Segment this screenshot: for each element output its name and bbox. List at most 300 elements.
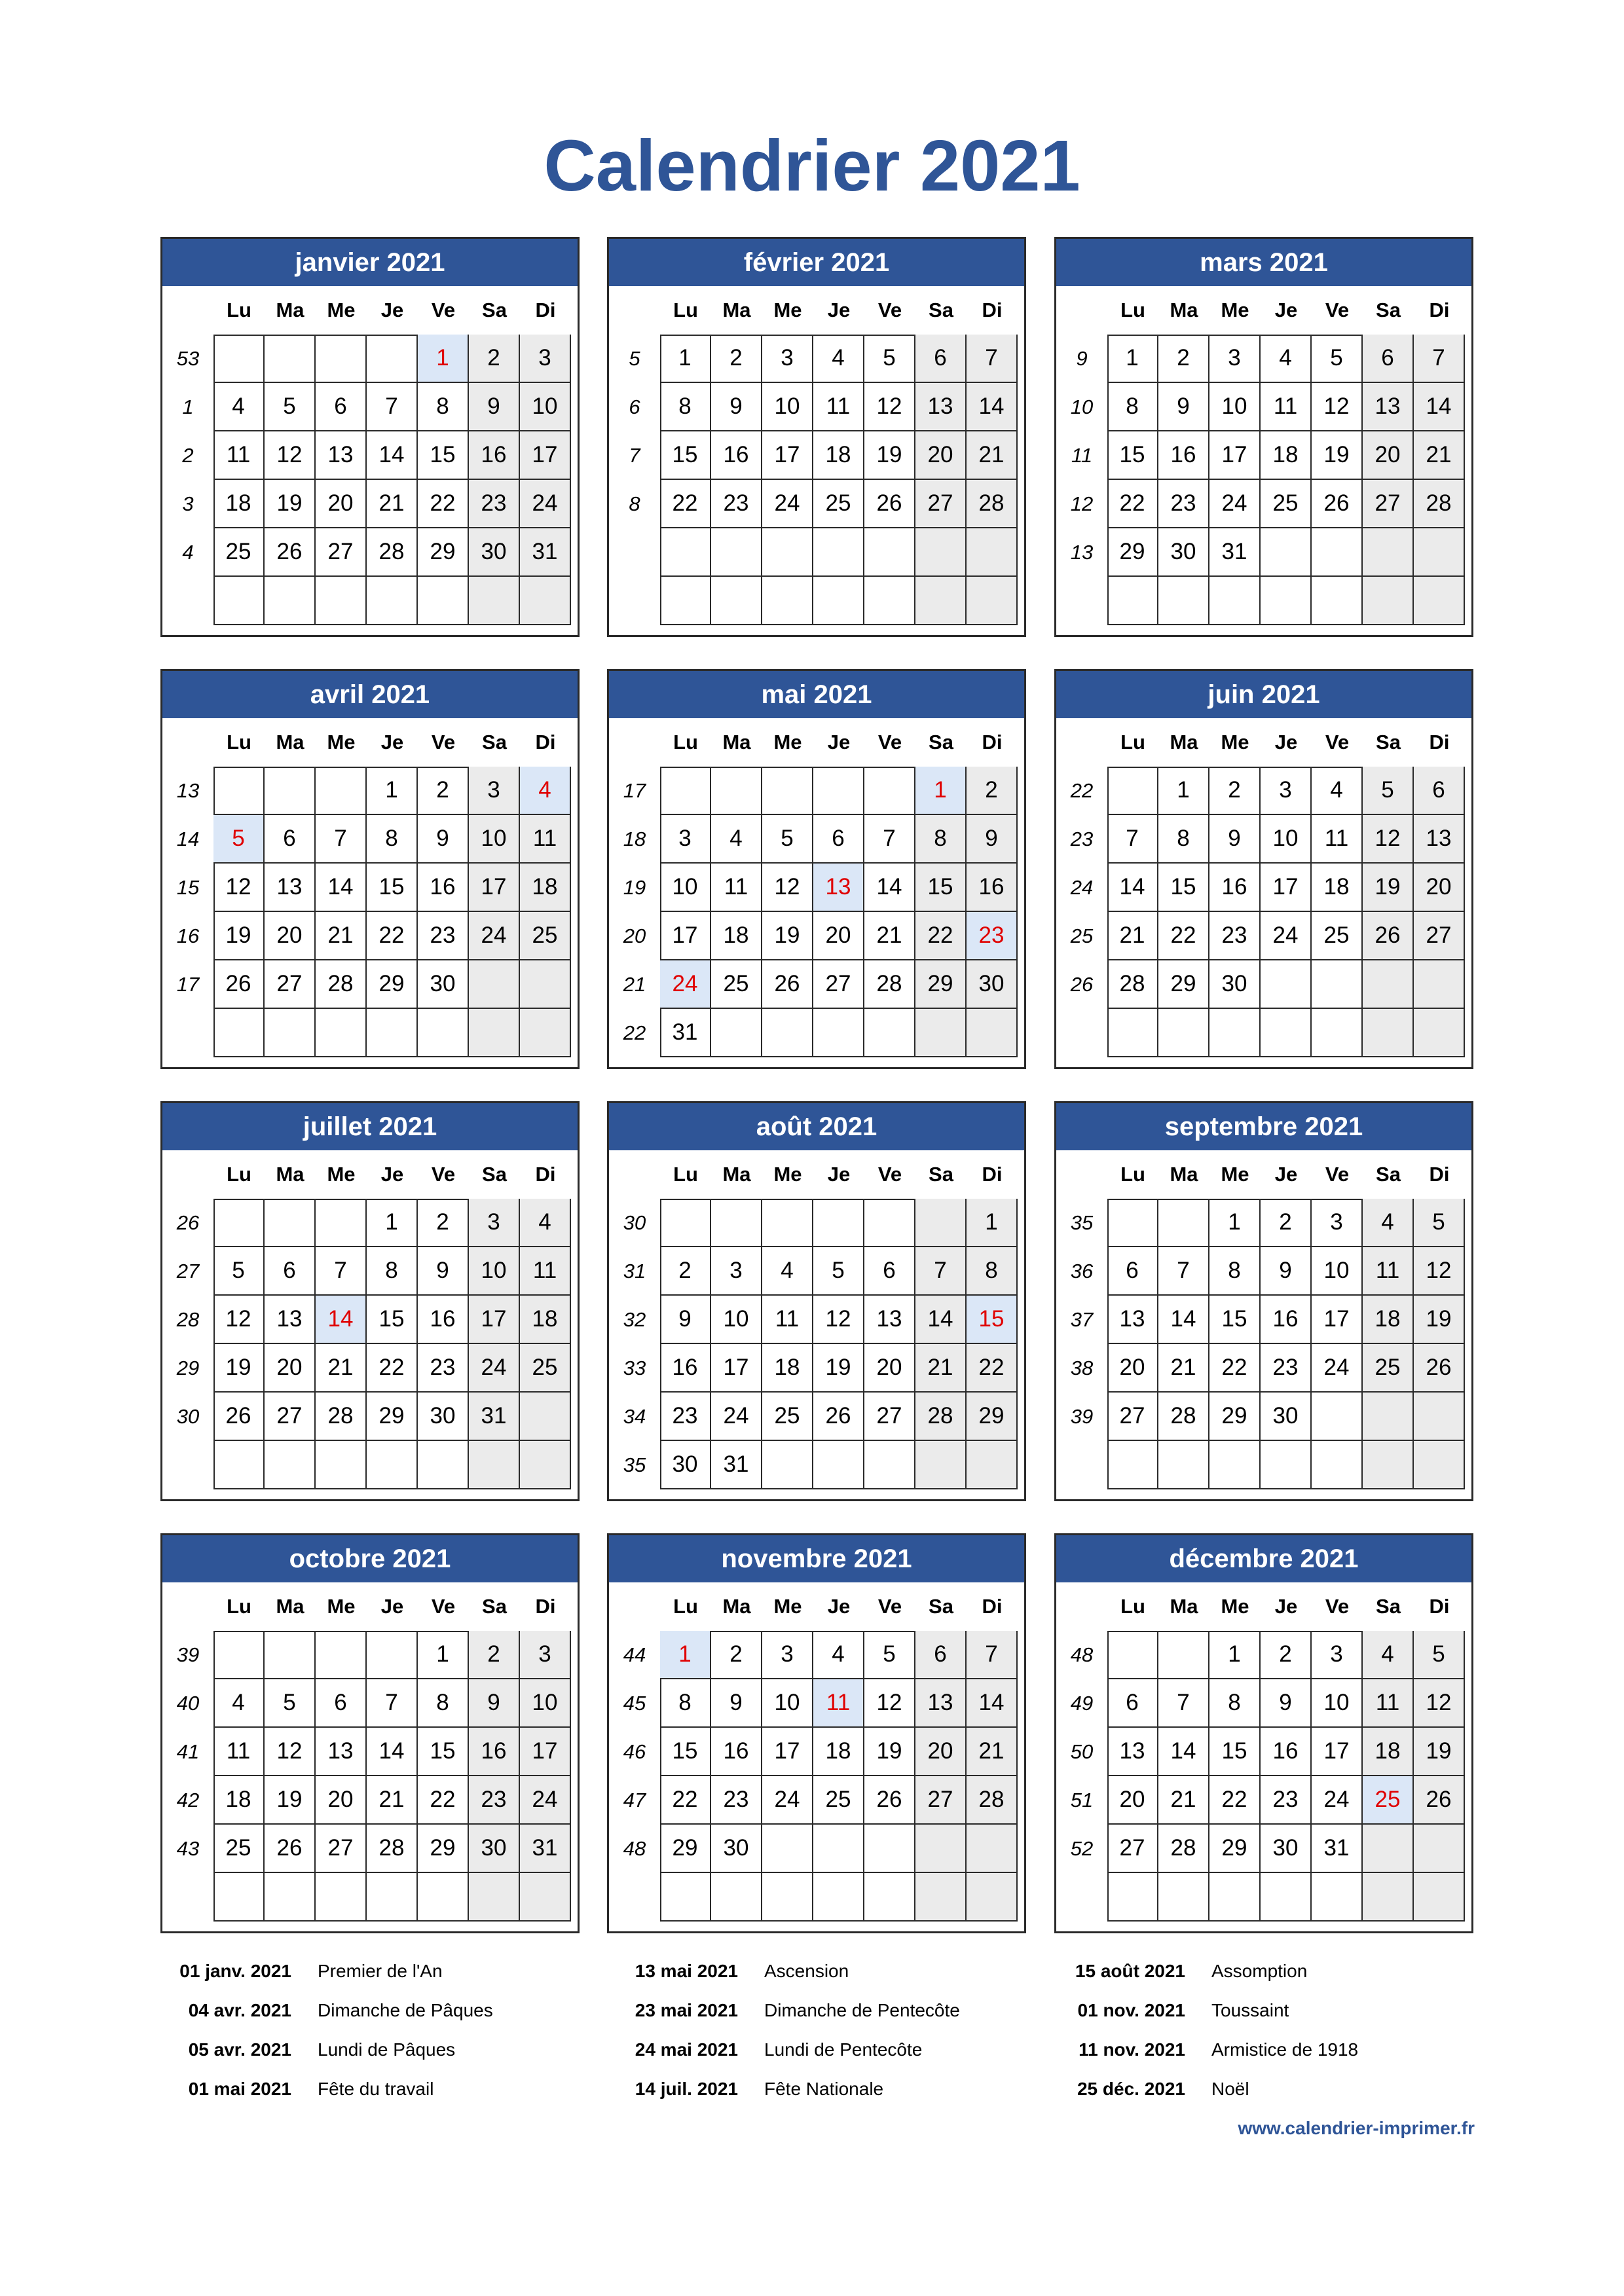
day-cell[interactable]: 24	[1312, 1344, 1363, 1393]
day-cell[interactable]: 9	[469, 383, 520, 431]
day-cell[interactable]: 7	[1414, 335, 1465, 383]
day-cell[interactable]: 29	[967, 1393, 1018, 1441]
day-cell[interactable]: 1	[367, 1199, 418, 1247]
day-cell[interactable]: 19	[864, 431, 915, 480]
day-cell[interactable]: 20	[1363, 431, 1414, 480]
day-cell[interactable]: 13	[1414, 815, 1465, 864]
day-cell[interactable]	[1107, 1873, 1158, 1922]
day-cell[interactable]	[711, 1009, 762, 1057]
day-cell[interactable]: 1	[1209, 1631, 1261, 1679]
day-cell[interactable]	[469, 960, 520, 1009]
day-cell[interactable]: 30	[469, 528, 520, 577]
day-cell[interactable]	[469, 577, 520, 625]
day-cell[interactable]: 9	[1209, 815, 1261, 864]
day-cell[interactable]: 4	[1363, 1631, 1414, 1679]
day-cell[interactable]: 30	[660, 1441, 711, 1489]
day-cell[interactable]: 26	[1363, 912, 1414, 960]
day-cell[interactable]: 17	[520, 431, 571, 480]
day-cell[interactable]: 16	[1261, 1296, 1312, 1344]
day-cell[interactable]: 10	[520, 1679, 571, 1728]
day-cell[interactable]: 19	[864, 1728, 915, 1776]
day-cell[interactable]: 13	[864, 1296, 915, 1344]
day-cell[interactable]: 4	[1261, 335, 1312, 383]
day-cell[interactable]: 5	[762, 815, 813, 864]
day-cell[interactable]: 15	[1158, 864, 1209, 912]
day-cell[interactable]: 2	[418, 767, 469, 815]
day-cell[interactable]: 28	[915, 1393, 967, 1441]
day-cell[interactable]: 4	[1363, 1199, 1414, 1247]
day-cell[interactable]	[265, 335, 316, 383]
day-cell[interactable]	[1363, 577, 1414, 625]
day-cell[interactable]: 14	[316, 1296, 367, 1344]
day-cell[interactable]: 4	[213, 383, 265, 431]
day-cell[interactable]: 18	[520, 864, 571, 912]
day-cell[interactable]: 5	[265, 383, 316, 431]
day-cell[interactable]: 4	[813, 1631, 864, 1679]
day-cell[interactable]: 7	[367, 383, 418, 431]
day-cell[interactable]: 26	[762, 960, 813, 1009]
day-cell[interactable]	[1261, 528, 1312, 577]
day-cell[interactable]: 2	[1209, 767, 1261, 815]
day-cell[interactable]: 8	[915, 815, 967, 864]
day-cell[interactable]: 10	[1312, 1679, 1363, 1728]
day-cell[interactable]	[418, 1441, 469, 1489]
day-cell[interactable]: 2	[967, 767, 1018, 815]
day-cell[interactable]: 31	[1209, 528, 1261, 577]
day-cell[interactable]: 19	[762, 912, 813, 960]
day-cell[interactable]	[1209, 577, 1261, 625]
day-cell[interactable]: 7	[316, 1247, 367, 1296]
day-cell[interactable]	[711, 528, 762, 577]
day-cell[interactable]: 14	[967, 1679, 1018, 1728]
day-cell[interactable]: 27	[864, 1393, 915, 1441]
day-cell[interactable]: 30	[1261, 1825, 1312, 1873]
day-cell[interactable]: 23	[1261, 1776, 1312, 1825]
day-cell[interactable]: 25	[1312, 912, 1363, 960]
day-cell[interactable]	[1414, 1393, 1465, 1441]
day-cell[interactable]: 2	[1261, 1199, 1312, 1247]
day-cell[interactable]: 24	[762, 480, 813, 528]
day-cell[interactable]: 23	[469, 480, 520, 528]
day-cell[interactable]	[469, 1873, 520, 1922]
day-cell[interactable]: 8	[367, 1247, 418, 1296]
day-cell[interactable]: 23	[660, 1393, 711, 1441]
day-cell[interactable]	[813, 1199, 864, 1247]
day-cell[interactable]: 19	[265, 480, 316, 528]
day-cell[interactable]: 28	[1158, 1825, 1209, 1873]
day-cell[interactable]	[1312, 1393, 1363, 1441]
day-cell[interactable]	[864, 1873, 915, 1922]
day-cell[interactable]: 24	[660, 960, 711, 1009]
day-cell[interactable]: 2	[711, 335, 762, 383]
day-cell[interactable]: 11	[520, 1247, 571, 1296]
day-cell[interactable]	[520, 1873, 571, 1922]
day-cell[interactable]	[1107, 1009, 1158, 1057]
day-cell[interactable]: 22	[1209, 1344, 1261, 1393]
day-cell[interactable]	[711, 1873, 762, 1922]
day-cell[interactable]: 14	[1414, 383, 1465, 431]
day-cell[interactable]: 8	[660, 383, 711, 431]
day-cell[interactable]: 30	[418, 960, 469, 1009]
day-cell[interactable]: 29	[1107, 528, 1158, 577]
day-cell[interactable]	[1158, 1009, 1209, 1057]
day-cell[interactable]: 12	[1312, 383, 1363, 431]
day-cell[interactable]	[316, 1873, 367, 1922]
day-cell[interactable]: 16	[469, 1728, 520, 1776]
day-cell[interactable]	[1414, 577, 1465, 625]
day-cell[interactable]: 22	[967, 1344, 1018, 1393]
day-cell[interactable]: 17	[1312, 1296, 1363, 1344]
day-cell[interactable]	[316, 1009, 367, 1057]
day-cell[interactable]: 19	[213, 1344, 265, 1393]
day-cell[interactable]: 15	[418, 431, 469, 480]
day-cell[interactable]	[213, 1631, 265, 1679]
day-cell[interactable]: 14	[1107, 864, 1158, 912]
day-cell[interactable]: 30	[1158, 528, 1209, 577]
day-cell[interactable]	[1158, 1873, 1209, 1922]
day-cell[interactable]: 8	[418, 383, 469, 431]
day-cell[interactable]: 8	[367, 815, 418, 864]
day-cell[interactable]: 24	[1209, 480, 1261, 528]
day-cell[interactable]	[367, 1631, 418, 1679]
day-cell[interactable]	[1312, 960, 1363, 1009]
day-cell[interactable]: 11	[813, 1679, 864, 1728]
day-cell[interactable]: 24	[520, 1776, 571, 1825]
day-cell[interactable]: 30	[967, 960, 1018, 1009]
day-cell[interactable]: 12	[813, 1296, 864, 1344]
day-cell[interactable]: 4	[762, 1247, 813, 1296]
day-cell[interactable]: 3	[469, 767, 520, 815]
day-cell[interactable]: 16	[711, 431, 762, 480]
day-cell[interactable]: 15	[1107, 431, 1158, 480]
day-cell[interactable]: 26	[1414, 1344, 1465, 1393]
day-cell[interactable]: 12	[213, 1296, 265, 1344]
day-cell[interactable]: 11	[1312, 815, 1363, 864]
day-cell[interactable]: 25	[813, 480, 864, 528]
day-cell[interactable]: 4	[813, 335, 864, 383]
day-cell[interactable]: 3	[469, 1199, 520, 1247]
day-cell[interactable]	[265, 1441, 316, 1489]
day-cell[interactable]: 12	[864, 383, 915, 431]
day-cell[interactable]	[762, 767, 813, 815]
day-cell[interactable]	[1414, 960, 1465, 1009]
day-cell[interactable]: 28	[1414, 480, 1465, 528]
day-cell[interactable]	[762, 528, 813, 577]
day-cell[interactable]	[1261, 1009, 1312, 1057]
day-cell[interactable]: 22	[367, 1344, 418, 1393]
day-cell[interactable]: 12	[864, 1679, 915, 1728]
day-cell[interactable]: 15	[1209, 1728, 1261, 1776]
day-cell[interactable]: 24	[1261, 912, 1312, 960]
day-cell[interactable]	[1363, 1441, 1414, 1489]
day-cell[interactable]	[967, 1825, 1018, 1873]
day-cell[interactable]	[1312, 1009, 1363, 1057]
day-cell[interactable]: 6	[265, 815, 316, 864]
day-cell[interactable]: 26	[864, 480, 915, 528]
day-cell[interactable]: 27	[915, 1776, 967, 1825]
day-cell[interactable]	[1414, 1441, 1465, 1489]
day-cell[interactable]: 22	[1107, 480, 1158, 528]
day-cell[interactable]	[213, 767, 265, 815]
day-cell[interactable]: 27	[316, 1825, 367, 1873]
day-cell[interactable]: 11	[762, 1296, 813, 1344]
day-cell[interactable]: 5	[864, 1631, 915, 1679]
day-cell[interactable]: 5	[1414, 1631, 1465, 1679]
day-cell[interactable]: 18	[762, 1344, 813, 1393]
day-cell[interactable]	[469, 1441, 520, 1489]
day-cell[interactable]	[213, 577, 265, 625]
day-cell[interactable]	[813, 767, 864, 815]
day-cell[interactable]	[265, 577, 316, 625]
day-cell[interactable]	[1363, 528, 1414, 577]
day-cell[interactable]: 3	[762, 1631, 813, 1679]
day-cell[interactable]	[967, 528, 1018, 577]
day-cell[interactable]: 10	[469, 815, 520, 864]
day-cell[interactable]: 11	[1363, 1247, 1414, 1296]
day-cell[interactable]: 14	[967, 383, 1018, 431]
day-cell[interactable]	[915, 1009, 967, 1057]
day-cell[interactable]	[367, 1009, 418, 1057]
day-cell[interactable]: 2	[469, 1631, 520, 1679]
day-cell[interactable]: 25	[762, 1393, 813, 1441]
day-cell[interactable]	[316, 577, 367, 625]
day-cell[interactable]: 14	[864, 864, 915, 912]
day-cell[interactable]	[520, 960, 571, 1009]
day-cell[interactable]: 6	[915, 335, 967, 383]
day-cell[interactable]	[813, 1873, 864, 1922]
day-cell[interactable]: 24	[520, 480, 571, 528]
day-cell[interactable]: 22	[418, 1776, 469, 1825]
day-cell[interactable]: 21	[316, 912, 367, 960]
day-cell[interactable]: 27	[265, 960, 316, 1009]
day-cell[interactable]	[660, 528, 711, 577]
day-cell[interactable]: 7	[1158, 1679, 1209, 1728]
day-cell[interactable]	[418, 1009, 469, 1057]
day-cell[interactable]: 12	[265, 1728, 316, 1776]
day-cell[interactable]: 26	[213, 1393, 265, 1441]
day-cell[interactable]: 12	[1414, 1247, 1465, 1296]
day-cell[interactable]: 2	[711, 1631, 762, 1679]
day-cell[interactable]: 12	[762, 864, 813, 912]
day-cell[interactable]: 16	[418, 864, 469, 912]
day-cell[interactable]: 10	[660, 864, 711, 912]
day-cell[interactable]: 13	[265, 864, 316, 912]
day-cell[interactable]: 27	[915, 480, 967, 528]
day-cell[interactable]: 17	[762, 1728, 813, 1776]
day-cell[interactable]: 28	[316, 960, 367, 1009]
day-cell[interactable]: 24	[469, 1344, 520, 1393]
day-cell[interactable]: 20	[813, 912, 864, 960]
day-cell[interactable]: 23	[711, 480, 762, 528]
day-cell[interactable]	[915, 528, 967, 577]
day-cell[interactable]	[864, 1199, 915, 1247]
day-cell[interactable]: 28	[316, 1393, 367, 1441]
day-cell[interactable]	[316, 1441, 367, 1489]
day-cell[interactable]: 7	[915, 1247, 967, 1296]
day-cell[interactable]	[213, 1199, 265, 1247]
day-cell[interactable]	[367, 335, 418, 383]
day-cell[interactable]	[660, 577, 711, 625]
day-cell[interactable]: 16	[711, 1728, 762, 1776]
day-cell[interactable]: 20	[265, 1344, 316, 1393]
day-cell[interactable]: 3	[1312, 1631, 1363, 1679]
day-cell[interactable]: 6	[316, 1679, 367, 1728]
day-cell[interactable]	[316, 335, 367, 383]
day-cell[interactable]: 9	[418, 1247, 469, 1296]
day-cell[interactable]: 7	[367, 1679, 418, 1728]
day-cell[interactable]	[1158, 1441, 1209, 1489]
day-cell[interactable]: 21	[864, 912, 915, 960]
day-cell[interactable]: 30	[418, 1393, 469, 1441]
day-cell[interactable]: 9	[967, 815, 1018, 864]
day-cell[interactable]	[864, 1009, 915, 1057]
day-cell[interactable]: 26	[213, 960, 265, 1009]
day-cell[interactable]: 12	[1414, 1679, 1465, 1728]
day-cell[interactable]: 29	[1209, 1393, 1261, 1441]
day-cell[interactable]	[967, 1009, 1018, 1057]
day-cell[interactable]: 1	[967, 1199, 1018, 1247]
day-cell[interactable]: 21	[1414, 431, 1465, 480]
day-cell[interactable]: 4	[520, 767, 571, 815]
day-cell[interactable]: 10	[762, 1679, 813, 1728]
day-cell[interactable]: 24	[711, 1393, 762, 1441]
day-cell[interactable]: 6	[316, 383, 367, 431]
day-cell[interactable]: 14	[367, 431, 418, 480]
day-cell[interactable]: 16	[1158, 431, 1209, 480]
day-cell[interactable]: 30	[469, 1825, 520, 1873]
day-cell[interactable]: 19	[1414, 1728, 1465, 1776]
day-cell[interactable]	[1414, 1873, 1465, 1922]
day-cell[interactable]	[813, 577, 864, 625]
day-cell[interactable]	[711, 1199, 762, 1247]
day-cell[interactable]	[1312, 1873, 1363, 1922]
day-cell[interactable]	[1261, 1441, 1312, 1489]
day-cell[interactable]: 22	[1209, 1776, 1261, 1825]
day-cell[interactable]: 17	[660, 912, 711, 960]
day-cell[interactable]: 16	[418, 1296, 469, 1344]
day-cell[interactable]: 9	[469, 1679, 520, 1728]
day-cell[interactable]	[265, 1873, 316, 1922]
day-cell[interactable]: 23	[418, 912, 469, 960]
day-cell[interactable]: 20	[915, 1728, 967, 1776]
day-cell[interactable]: 20	[265, 912, 316, 960]
day-cell[interactable]: 19	[813, 1344, 864, 1393]
day-cell[interactable]: 22	[915, 912, 967, 960]
day-cell[interactable]: 30	[711, 1825, 762, 1873]
day-cell[interactable]: 9	[711, 383, 762, 431]
day-cell[interactable]	[213, 1873, 265, 1922]
day-cell[interactable]: 21	[316, 1344, 367, 1393]
day-cell[interactable]	[864, 1441, 915, 1489]
day-cell[interactable]: 7	[864, 815, 915, 864]
day-cell[interactable]	[1209, 1873, 1261, 1922]
day-cell[interactable]: 2	[418, 1199, 469, 1247]
day-cell[interactable]: 23	[967, 912, 1018, 960]
day-cell[interactable]: 21	[967, 431, 1018, 480]
day-cell[interactable]: 20	[1414, 864, 1465, 912]
day-cell[interactable]: 10	[520, 383, 571, 431]
day-cell[interactable]	[1363, 1009, 1414, 1057]
day-cell[interactable]: 29	[660, 1825, 711, 1873]
day-cell[interactable]: 8	[418, 1679, 469, 1728]
day-cell[interactable]: 22	[418, 480, 469, 528]
day-cell[interactable]: 27	[1107, 1825, 1158, 1873]
day-cell[interactable]: 14	[915, 1296, 967, 1344]
day-cell[interactable]: 12	[1363, 815, 1414, 864]
day-cell[interactable]: 16	[1261, 1728, 1312, 1776]
day-cell[interactable]: 22	[660, 480, 711, 528]
day-cell[interactable]: 20	[1107, 1344, 1158, 1393]
day-cell[interactable]: 5	[864, 335, 915, 383]
day-cell[interactable]: 14	[1158, 1728, 1209, 1776]
day-cell[interactable]: 30	[1209, 960, 1261, 1009]
day-cell[interactable]: 9	[711, 1679, 762, 1728]
day-cell[interactable]: 21	[367, 1776, 418, 1825]
day-cell[interactable]: 6	[1363, 335, 1414, 383]
day-cell[interactable]	[213, 1441, 265, 1489]
day-cell[interactable]: 8	[1107, 383, 1158, 431]
day-cell[interactable]: 9	[660, 1296, 711, 1344]
day-cell[interactable]: 29	[915, 960, 967, 1009]
day-cell[interactable]	[915, 577, 967, 625]
day-cell[interactable]: 19	[1363, 864, 1414, 912]
day-cell[interactable]: 25	[520, 912, 571, 960]
day-cell[interactable]	[1209, 1441, 1261, 1489]
day-cell[interactable]: 15	[367, 1296, 418, 1344]
day-cell[interactable]: 27	[1363, 480, 1414, 528]
day-cell[interactable]: 5	[1312, 335, 1363, 383]
day-cell[interactable]: 6	[813, 815, 864, 864]
day-cell[interactable]: 1	[1107, 335, 1158, 383]
day-cell[interactable]: 25	[711, 960, 762, 1009]
day-cell[interactable]	[915, 1441, 967, 1489]
day-cell[interactable]: 9	[1261, 1247, 1312, 1296]
day-cell[interactable]: 29	[1209, 1825, 1261, 1873]
day-cell[interactable]: 11	[213, 431, 265, 480]
day-cell[interactable]: 9	[1158, 383, 1209, 431]
day-cell[interactable]: 1	[660, 1631, 711, 1679]
day-cell[interactable]	[711, 767, 762, 815]
website-link[interactable]: www.calendrier-imprimer.fr	[1238, 2118, 1475, 2138]
day-cell[interactable]	[316, 1199, 367, 1247]
day-cell[interactable]: 8	[660, 1679, 711, 1728]
day-cell[interactable]: 19	[213, 912, 265, 960]
day-cell[interactable]: 21	[367, 480, 418, 528]
day-cell[interactable]: 13	[915, 1679, 967, 1728]
day-cell[interactable]: 27	[265, 1393, 316, 1441]
day-cell[interactable]: 18	[1363, 1296, 1414, 1344]
day-cell[interactable]: 8	[967, 1247, 1018, 1296]
day-cell[interactable]: 16	[1209, 864, 1261, 912]
day-cell[interactable]: 14	[1158, 1296, 1209, 1344]
day-cell[interactable]	[265, 767, 316, 815]
day-cell[interactable]: 26	[813, 1393, 864, 1441]
day-cell[interactable]: 20	[915, 431, 967, 480]
day-cell[interactable]	[1414, 1825, 1465, 1873]
day-cell[interactable]: 17	[469, 864, 520, 912]
day-cell[interactable]: 23	[1209, 912, 1261, 960]
day-cell[interactable]: 25	[1261, 480, 1312, 528]
day-cell[interactable]: 24	[762, 1776, 813, 1825]
day-cell[interactable]: 21	[1158, 1344, 1209, 1393]
day-cell[interactable]: 28	[367, 528, 418, 577]
day-cell[interactable]	[265, 1631, 316, 1679]
day-cell[interactable]: 28	[864, 960, 915, 1009]
day-cell[interactable]: 12	[213, 864, 265, 912]
day-cell[interactable]: 10	[711, 1296, 762, 1344]
day-cell[interactable]: 6	[864, 1247, 915, 1296]
day-cell[interactable]: 15	[967, 1296, 1018, 1344]
